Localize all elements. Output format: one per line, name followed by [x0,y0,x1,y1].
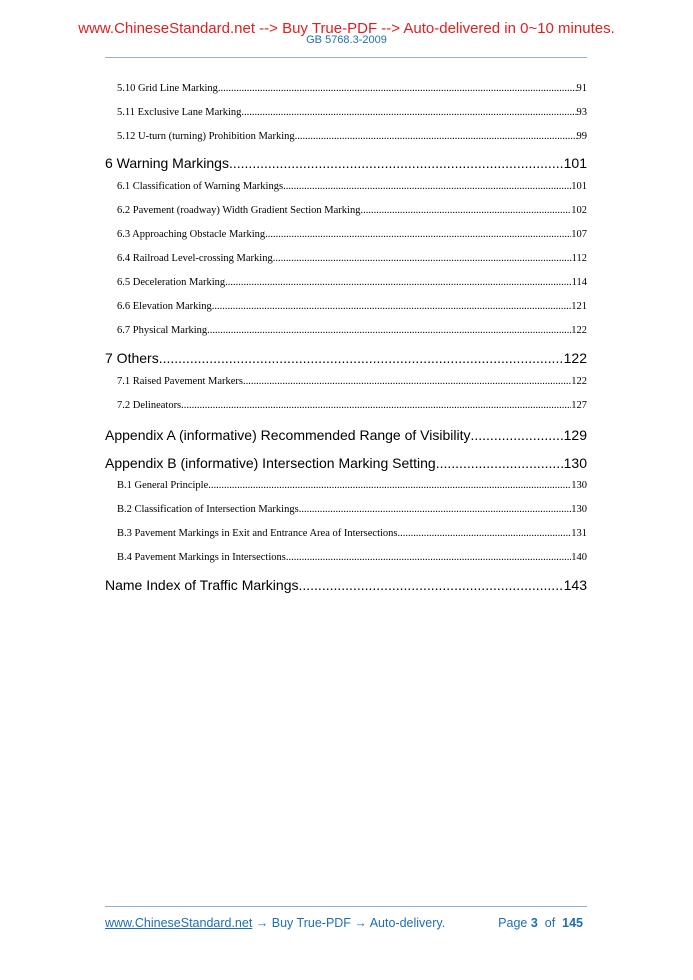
toc-entry-title: 7 Others [105,350,159,366]
toc-entry[interactable] [117,375,587,389]
toc-leader-dots [265,228,571,242]
footer-divider [105,906,587,907]
toc-entry-title: 7.1 Raised Pavement Markers [117,376,243,387]
toc-leader-dots [159,349,564,367]
toc-entry[interactable] [117,204,587,218]
toc-entry-page: 122 [571,325,587,336]
toc-entry[interactable] [117,82,587,96]
toc-entry-page: 101 [571,181,587,192]
toc-entry-page: 114 [571,277,587,288]
toc-entry[interactable] [117,180,587,194]
toc-entry-title: Appendix B (informative) Intersection Marking Setting [105,455,436,471]
toc-section-entry[interactable] [105,576,587,594]
toc-entry[interactable] [117,399,587,413]
page-current: 3 [530,916,538,930]
page-total: 145 [562,916,583,930]
toc-leader-dots [299,503,572,517]
toc-entry[interactable] [117,106,587,120]
toc-leader-dots [286,551,571,565]
page-footer [105,915,587,931]
toc-entry-page: 143 [563,577,587,593]
toc-entry[interactable] [117,479,587,493]
toc-entry-page: 93 [576,107,587,118]
toc-leader-dots [241,106,576,120]
toc-section-entry[interactable] [105,349,587,367]
toc-entry-title: B.3 Pavement Markings in Exit and Entrance Area of Intersections [117,528,398,539]
toc-section-entry[interactable] [105,154,587,172]
toc-leader-dots [436,454,564,472]
page-indicator [498,915,583,931]
toc-entry-page: 112 [571,253,587,264]
toc-entry-title: 5.11 Exclusive Lane Marking [117,107,242,118]
toc-entry[interactable] [117,527,587,541]
toc-leader-dots [283,180,571,194]
toc-entry-title: Appendix A (informative) Recommended Range of Visibility [105,427,471,443]
toc-leader-dots [225,276,571,290]
toc-entry-page: 91 [576,83,587,94]
toc-entry-page: 129 [563,427,587,443]
toc-entry-title: 5.10 Grid Line Marking [117,83,218,94]
page-of: of [544,916,556,930]
toc-section-entry[interactable] [105,454,587,472]
toc-entry-title: 6 Warning Markings [105,155,229,171]
toc-entry[interactable] [117,130,587,144]
toc-leader-dots [229,154,564,172]
toc-entry[interactable] [117,300,587,314]
toc-entry-title: 6.6 Elevation Marking [117,301,212,312]
toc-entry-page: 102 [571,205,587,216]
toc-entry-title: B.2 Classification of Intersection Markings [117,504,299,515]
toc-entry-title: 6.2 Pavement (roadway) Width Gradient Section Marking [117,205,361,216]
toc-entry-page: 107 [571,229,587,240]
toc-leader-dots [298,576,563,594]
toc-entry-page: 121 [571,301,587,312]
toc-section-entry[interactable] [105,426,587,444]
toc-entry-title: 6.5 Deceleration Marking [117,277,226,288]
header-banner[interactable]: www.ChineseStandard.net --> Buy True-PDF --> Auto-delivered in 0~10 minutes. [78,20,615,37]
toc-entry-page: 122 [571,376,587,387]
toc-entry-title: 6.4 Railroad Level-crossing Marking [117,253,273,264]
toc-entry-title: 6.7 Physical Marking [117,325,208,336]
document-code: GB 5768.3-2009 [306,34,387,46]
toc-entry[interactable] [117,252,587,266]
toc-entry-page: 122 [563,350,587,366]
toc-entry[interactable] [117,503,587,517]
toc-leader-dots [398,527,572,541]
toc-entry-page: 101 [563,155,587,171]
toc-entry-page: 130 [571,504,587,515]
toc-leader-dots [243,375,571,389]
toc-entry-title: 6.1 Classification of Warning Markings [117,181,284,192]
toc-entry-page: 130 [571,480,587,491]
footer-tagline: → Buy True-PDF → Auto-delivery. [252,916,446,930]
toc-entry-page: 130 [563,455,587,471]
toc-entry-page: 131 [571,528,587,539]
toc-leader-dots [208,479,571,493]
toc-leader-dots [360,204,571,218]
toc-entry[interactable] [117,551,587,565]
toc-leader-dots [218,82,577,96]
toc-leader-dots [212,300,571,314]
page-word: Page [498,916,528,930]
toc-leader-dots [470,426,563,444]
toc-leader-dots [181,399,571,413]
toc-entry-page: 127 [571,400,587,411]
toc-entry-title: B.4 Pavement Markings in Intersections [117,552,286,563]
toc-entry-title: B.1 General Principle [117,480,209,491]
toc-leader-dots [273,252,572,266]
toc-leader-dots [295,130,577,144]
toc-entry-page: 99 [576,131,587,142]
footer-site-link[interactable]: www.ChineseStandard.net [105,916,253,930]
toc-entry-title: 7.2 Delineators [117,400,182,411]
toc-entry[interactable] [117,324,587,338]
toc-entry-title: 5.12 U-turn (turning) Prohibition Marking [117,131,295,142]
toc-entry-title: Name Index of Traffic Markings [105,577,299,593]
footer-link-line [105,915,445,931]
toc-leader-dots [207,324,571,338]
toc-entry-title: 6.3 Approaching Obstacle Marking [117,229,266,240]
toc-entry[interactable] [117,276,587,290]
toc-entry-page: 140 [571,552,587,563]
toc-entry[interactable] [117,228,587,242]
